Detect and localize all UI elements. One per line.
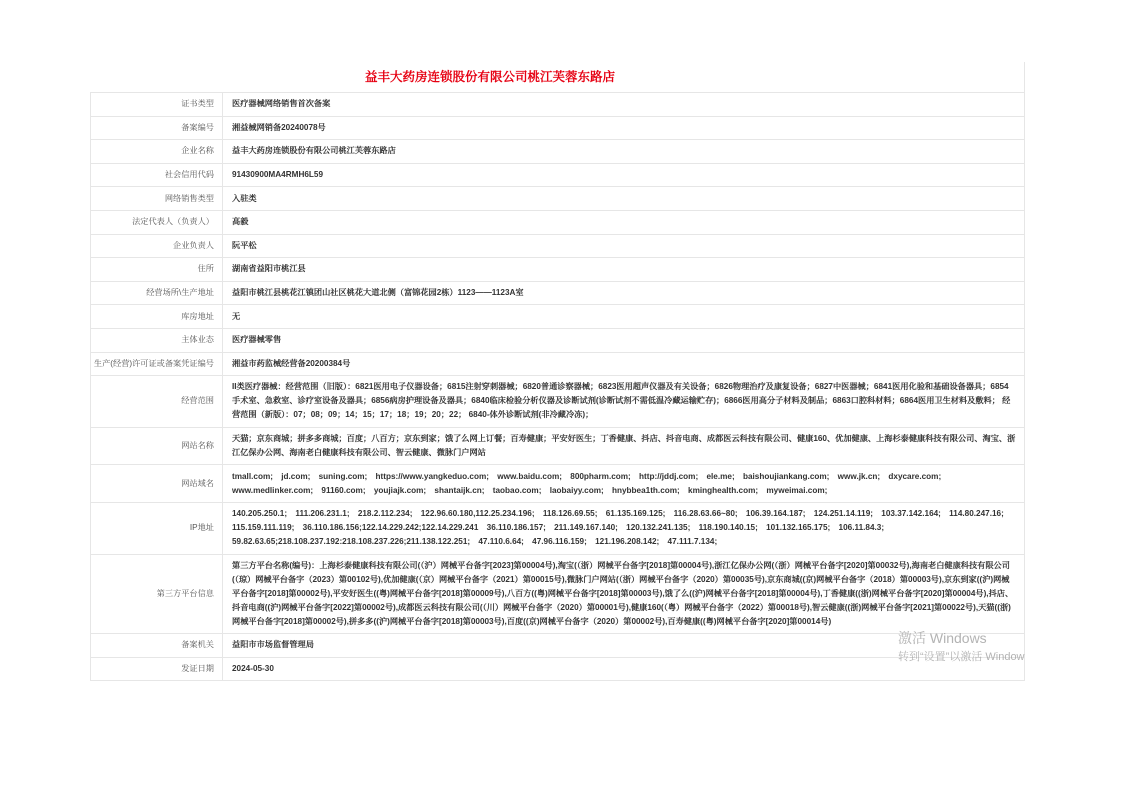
domicile-label: 住所 [91, 258, 223, 282]
row-third-party-platforms [91, 554, 1025, 634]
certificate-type-value: 医疗器械网络销售首次备案 [223, 93, 1025, 117]
page-title: 益丰大药房连锁股份有限公司桃江芙蓉东路店 [364, 70, 615, 84]
filing-authority-label: 备案机关 [91, 634, 223, 658]
row-website-domains [91, 465, 1025, 503]
row-business-address [91, 281, 1025, 305]
warehouse-address-value: 无 [223, 305, 1025, 329]
business-scope-label: 经营范围 [91, 376, 223, 428]
filing-number-label: 备案编号 [91, 116, 223, 140]
credit-code-value: 91430900MA4RMH6L59 [223, 163, 1025, 187]
company-principal-label: 企业负责人 [91, 234, 223, 258]
warehouse-address-label: 库房地址 [91, 305, 223, 329]
website-domains-value: tmall.com; jd.com; suning.com; https://www.yangkeduo.com; www.baidu.com; 800pharm.com; http://jddj.com; ele.me; baishoujiankang.com; www.jk.cn; dxycare.com; www.medlinker.com; 91160.com; youjiajk.com; shantaijk.cn; taobao.com; laobaiyy.com; hnybbea1th.com; kminghealth.com; myweimai.com; [223, 465, 1025, 503]
row-issue-date [91, 657, 1025, 681]
sales-type-value: 入驻类 [223, 187, 1025, 211]
row-filing-authority [91, 634, 1025, 658]
ip-addresses-value: 140.205.250.1; 111.206.231.1; 218.2.112.234; 122.96.60.180,112.25.234.196; 118.126.69.55; 61.135.169.125; 116.28.63.66~80; 106.39.164.187; 124.251.14.119; 103.37.142.164; 114.80.247.16; 115.159.111.119; 36.110.186.156;122.14.229.242;122.14.229.241 36.110.186.157; 211.149.167.140; 120.132.241.135; 118.190.140.15; 101.132.165.175; 106.11.84.3; 59.82.63.65;218.108.237.192:218.108.237.226;211.138.122.251; 47.110.6.64; 47.96.116.159; 121.196.208.142; 47.111.7.134; [223, 502, 1025, 554]
business-address-label: 经营场所\生产地址 [91, 281, 223, 305]
title-row [90, 62, 1024, 92]
company-name-value: 益丰大药房连锁股份有限公司桃江芙蓉东路店 [223, 140, 1025, 164]
row-license-number [91, 352, 1025, 376]
website-names-value: 天猫；京东商城；拼多多商城；百度；八百方；京东到家；饿了么网上订餐；百寿健康；平安好医生；丁香健康、抖店、抖音电商、成都医云科技有限公司、健康160、优加健康、上海杉泰健康科技有限公司、淘宝、浙江亿保办公网、海南老白健康科技有限公司、智云健康、微脉门户网站 [223, 427, 1025, 465]
row-business-scope [91, 376, 1025, 428]
domicile-value: 湖南省益阳市桃江县 [223, 258, 1025, 282]
windows-activation-watermark-hint: 转到“设置”以激活 Window [898, 651, 1025, 663]
filing-number-value: 湘益械网销备20240078号 [223, 116, 1025, 140]
license-number-value: 湘益市药监械经营备20200384号 [223, 352, 1025, 376]
business-format-label: 主体业态 [91, 328, 223, 352]
legal-representative-value: 高毅 [223, 210, 1025, 234]
row-warehouse-address [91, 305, 1025, 329]
business-format-value: 医疗器械零售 [223, 328, 1025, 352]
license-number-label: 生产(经营)许可证或备案凭证编号 [91, 352, 223, 376]
business-address-value: 益阳市桃江县桃花江镇团山社区桃花大道北侧（富锦花园2栋）1123——1123A室 [223, 281, 1025, 305]
website-domains-label: 网站域名 [91, 465, 223, 503]
row-sales-type [91, 187, 1025, 211]
row-company-name [91, 140, 1025, 164]
filing-info-table [90, 92, 1024, 681]
legal-representative-label: 法定代表人（负责人） [91, 210, 223, 234]
row-ip-addresses [91, 502, 1025, 554]
row-company-principal [91, 234, 1025, 258]
row-legal-representative [91, 210, 1025, 234]
row-business-format [91, 328, 1025, 352]
filing-authority-value: 益阳市市场监督管理局 [223, 634, 1025, 658]
row-filing-number [91, 116, 1025, 140]
row-website-names [91, 427, 1025, 465]
third-party-platforms-value: 第三方平台名称(编号)：上海杉泰健康科技有限公司(（沪）网械平台备字[2023]第00004号),淘宝(（浙）网械平台备字[2018]第00004号),浙江亿保办公网(（浙）网械平台备字[2020]第00032号),海南老白健康科技有限公司(（琼）网械平台备字（2023）第00102号),优加健康(（京）网械平台备字（2021）第00015号),微脉门户网站(（浙）网械平台备字（2020）第00035号),京东商城((京)网械平台备字（2018）第00003号),京东到家((沪)网械平台备字[2018]第00002号),平安好医生((粤)网械平台备字[2018]第00009号),八百方((粤)网械平台备字[2018]第00003号),饿了么((沪)网械平台备字[2018]第00004号),丁香健康((浙)网械平台备字[2020]第00004号),抖店、抖音电商((沪)网械平台备字[2022]第00002号),成都医云科技有限公司(（川）网械平台备字（2020）第00001号),健康160(（粤）网械平台备字（2022）第00018号),智云健康((浙)网械平台备字[2021]第00022号),天猫((浙)网械平台备字[2018]第00002号),拼多多((沪)网械平台备字[2018]第00003号),百度((京)网械平台备字（2020）第00002号),百寿健康((粤)网械平台备字[2020]第00014号) [223, 554, 1025, 634]
company-principal-value: 阮平松 [223, 234, 1025, 258]
issue-date-label: 发证日期 [91, 657, 223, 681]
row-credit-code [91, 163, 1025, 187]
credit-code-label: 社会信用代码 [91, 163, 223, 187]
issue-date-value: 2024-05-30 [223, 657, 1025, 681]
website-names-label: 网站名称 [91, 427, 223, 465]
record-sheet [90, 62, 1025, 681]
ip-addresses-label: IP地址 [91, 502, 223, 554]
windows-activation-watermark-title: 激活 Windows [898, 630, 987, 646]
row-certificate-type [91, 93, 1025, 117]
third-party-platforms-label: 第三方平台信息 [91, 554, 223, 634]
sales-type-label: 网络销售类型 [91, 187, 223, 211]
row-domicile [91, 258, 1025, 282]
business-scope-value: II类医疗器械：经营范围（旧版）：6821医用电子仪器设备；6815注射穿刺器械；6820普通诊察器械；6823医用超声仪器及有关设备；6826物理治疗及康复设备；6827中医器械；6841医用化验和基础设备器具；6854手术室、急救室、诊疗室设备及器具；6856病房护理设备及器具；6840临床检验分析仪器及诊断试剂(诊断试剂不需低温冷藏运输贮存)；6866医用高分子材料及制品；6863口腔科材料；6864医用卫生材料及敷料； 经营范围（新版）：07；08；09；14；15；17；18；19；20；22； 6840-体外诊断试剂(非冷藏冷冻)； [223, 376, 1025, 428]
certificate-type-label: 证书类型 [91, 93, 223, 117]
company-name-label: 企业名称 [91, 140, 223, 164]
